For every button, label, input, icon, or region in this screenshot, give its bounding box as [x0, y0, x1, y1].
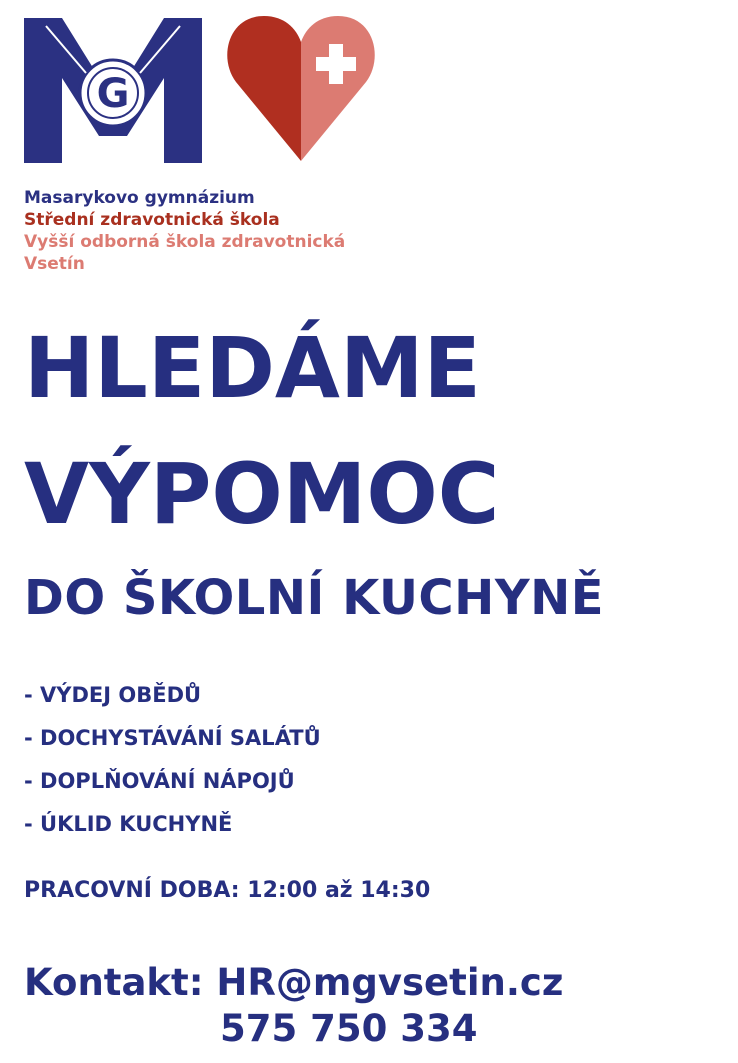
contact-email: Kontakt: HR@mgvsetin.cz: [24, 961, 564, 1004]
school-name-line-1: Masarykovo gymnázium: [24, 188, 255, 208]
mg-logo: [24, 18, 202, 163]
task-item: - ÚKLID KUCHYNĚ: [24, 812, 233, 836]
task-list: [24, 674, 321, 846]
working-hours: PRACOVNÍ DOBA: 12:00 až 14:30: [24, 878, 431, 903]
headline-line-2: VÝPOMOC: [24, 445, 500, 543]
school-name-line-3: Vyšší odborná škola zdravotnická: [24, 232, 346, 252]
school-city: Vsetín: [24, 254, 85, 274]
svg-text:G: G: [96, 71, 130, 117]
task-item: - DOCHYSTÁVÁNÍ SALÁTŮ: [24, 726, 321, 750]
headline-line-1: HLEDÁME: [24, 319, 481, 417]
contact-phone: 575 750 334: [220, 1007, 478, 1050]
school-name-line-2: Střední zdravotnická škola: [24, 210, 280, 230]
heart-cross-logo: [226, 14, 376, 162]
task-item: - VÝDEJ OBĚDŮ: [24, 683, 202, 707]
headline-line-3: DO ŠKOLNÍ KUCHYNĚ: [24, 570, 605, 626]
task-item: - DOPLŇOVÁNÍ NÁPOJŮ: [24, 769, 295, 793]
